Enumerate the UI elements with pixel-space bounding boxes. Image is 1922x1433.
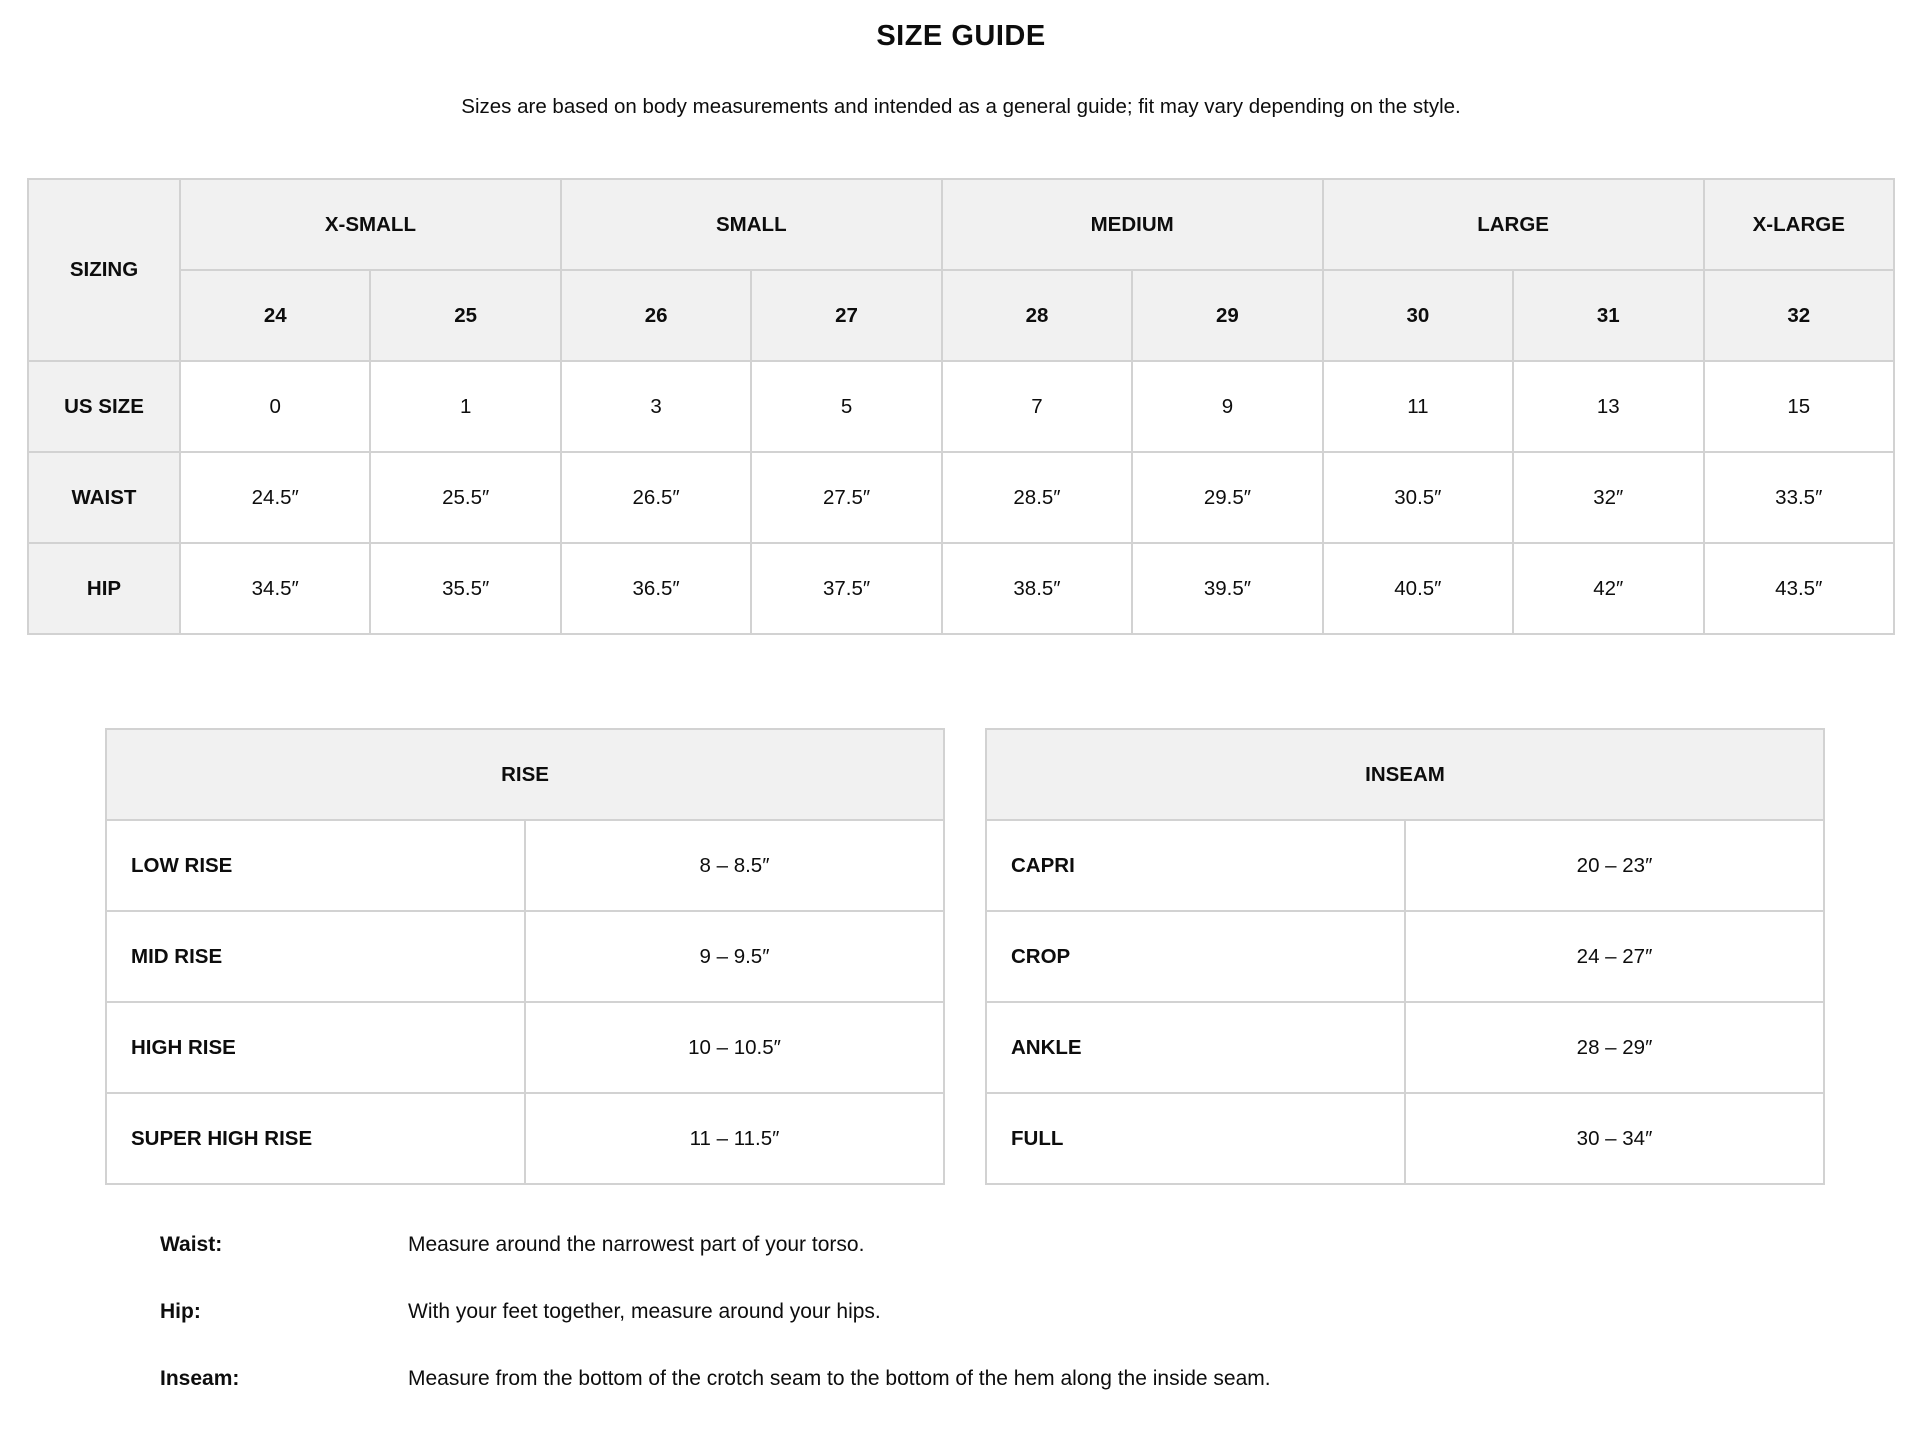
low-rise-label: LOW RISE	[106, 820, 525, 911]
size-number-28: 28	[942, 270, 1132, 361]
page-title: SIZE GUIDE	[876, 20, 1046, 52]
rise-table-header-row	[106, 729, 944, 820]
waist-cell: 24.5″	[180, 452, 370, 543]
inseam-table	[985, 728, 1825, 1185]
rise-table-title: RISE	[106, 729, 944, 820]
size-number-26: 26	[561, 270, 751, 361]
hip-definition-text: With your feet together, measure around your hips.	[408, 1300, 881, 1323]
size-number-29: 29	[1132, 270, 1322, 361]
rise-table	[105, 728, 945, 1185]
hip-cell: 40.5″	[1323, 543, 1513, 634]
us-size-cell: 11	[1323, 361, 1513, 452]
hip-cell: 42″	[1513, 543, 1703, 634]
size-group-header-row	[28, 179, 1894, 270]
us-size-cell: 5	[751, 361, 941, 452]
crop-label: CROP	[986, 911, 1405, 1002]
us-size-row	[28, 361, 1894, 452]
us-size-cell: 9	[1132, 361, 1322, 452]
waist-cell: 32″	[1513, 452, 1703, 543]
waist-cell: 30.5″	[1323, 452, 1513, 543]
us-size-cell: 7	[942, 361, 1132, 452]
rise-row	[106, 820, 944, 911]
rise-row	[106, 1002, 944, 1093]
inseam-row	[986, 820, 1824, 911]
size-group-xlarge: X-LARGE	[1704, 179, 1895, 270]
high-rise-value: 10 – 10.5″	[525, 1002, 944, 1093]
hip-cell: 43.5″	[1704, 543, 1895, 634]
inseam-definition	[160, 1366, 1760, 1392]
size-number-24: 24	[180, 270, 370, 361]
super-high-rise-label: SUPER HIGH RISE	[106, 1093, 525, 1184]
full-label: FULL	[986, 1093, 1405, 1184]
us-size-cell: 15	[1704, 361, 1895, 452]
waist-cell: 25.5″	[370, 452, 560, 543]
hip-cell: 34.5″	[180, 543, 370, 634]
low-rise-value: 8 – 8.5″	[525, 820, 944, 911]
us-size-cell: 1	[370, 361, 560, 452]
mid-rise-value: 9 – 9.5″	[525, 911, 944, 1002]
hip-row	[28, 543, 1894, 634]
waist-definition-text: Measure around the narrowest part of your torso.	[408, 1233, 865, 1256]
size-group-medium: MEDIUM	[942, 179, 1323, 270]
size-group-small: SMALL	[561, 179, 942, 270]
waist-cell: 33.5″	[1704, 452, 1895, 543]
capri-value: 20 – 23″	[1405, 820, 1824, 911]
waist-row-label: WAIST	[28, 452, 180, 543]
capri-label: CAPRI	[986, 820, 1405, 911]
size-number-25: 25	[370, 270, 560, 361]
sizing-corner-cell: SIZING	[28, 179, 180, 361]
page-subtitle: Sizes are based on body measurements and intended as a general guide; fit may vary depending on the style.	[461, 95, 1461, 118]
us-size-row-label: US SIZE	[28, 361, 180, 452]
waist-cell: 29.5″	[1132, 452, 1322, 543]
inseam-row	[986, 911, 1824, 1002]
size-number-30: 30	[1323, 270, 1513, 361]
hip-cell: 39.5″	[1132, 543, 1322, 634]
us-size-cell: 3	[561, 361, 751, 452]
hip-cell: 36.5″	[561, 543, 751, 634]
size-group-xsmall: X-SMALL	[180, 179, 561, 270]
size-number-27: 27	[751, 270, 941, 361]
size-number-header-row	[28, 270, 1894, 361]
waist-definition-term: Waist:	[160, 1233, 223, 1256]
waist-cell: 28.5″	[942, 452, 1132, 543]
high-rise-label: HIGH RISE	[106, 1002, 525, 1093]
inseam-row	[986, 1002, 1824, 1093]
size-group-large: LARGE	[1323, 179, 1704, 270]
rise-row	[106, 1093, 944, 1184]
waist-definition	[160, 1232, 1760, 1258]
mid-rise-label: MID RISE	[106, 911, 525, 1002]
waist-cell: 26.5″	[561, 452, 751, 543]
inseam-table-header-row	[986, 729, 1824, 820]
us-size-cell: 0	[180, 361, 370, 452]
ankle-label: ANKLE	[986, 1002, 1405, 1093]
us-size-cell: 13	[1513, 361, 1703, 452]
hip-row-label: HIP	[28, 543, 180, 634]
hip-definition	[160, 1299, 1760, 1325]
inseam-row	[986, 1093, 1824, 1184]
size-number-32: 32	[1704, 270, 1895, 361]
inseam-definition-term: Inseam:	[160, 1367, 240, 1390]
sizing-table	[27, 178, 1895, 635]
hip-definition-term: Hip:	[160, 1300, 201, 1323]
hip-cell: 37.5″	[751, 543, 941, 634]
hip-cell: 35.5″	[370, 543, 560, 634]
inseam-definition-text: Measure from the bottom of the crotch seam to the bottom of the hem along the inside seam.	[408, 1367, 1271, 1390]
super-high-rise-value: 11 – 11.5″	[525, 1093, 944, 1184]
measurement-definitions	[160, 1232, 1760, 1433]
full-value: 30 – 34″	[1405, 1093, 1824, 1184]
waist-cell: 27.5″	[751, 452, 941, 543]
rise-row	[106, 911, 944, 1002]
size-number-31: 31	[1513, 270, 1703, 361]
ankle-value: 28 – 29″	[1405, 1002, 1824, 1093]
crop-value: 24 – 27″	[1405, 911, 1824, 1002]
inseam-table-title: INSEAM	[986, 729, 1824, 820]
waist-row	[28, 452, 1894, 543]
hip-cell: 38.5″	[942, 543, 1132, 634]
